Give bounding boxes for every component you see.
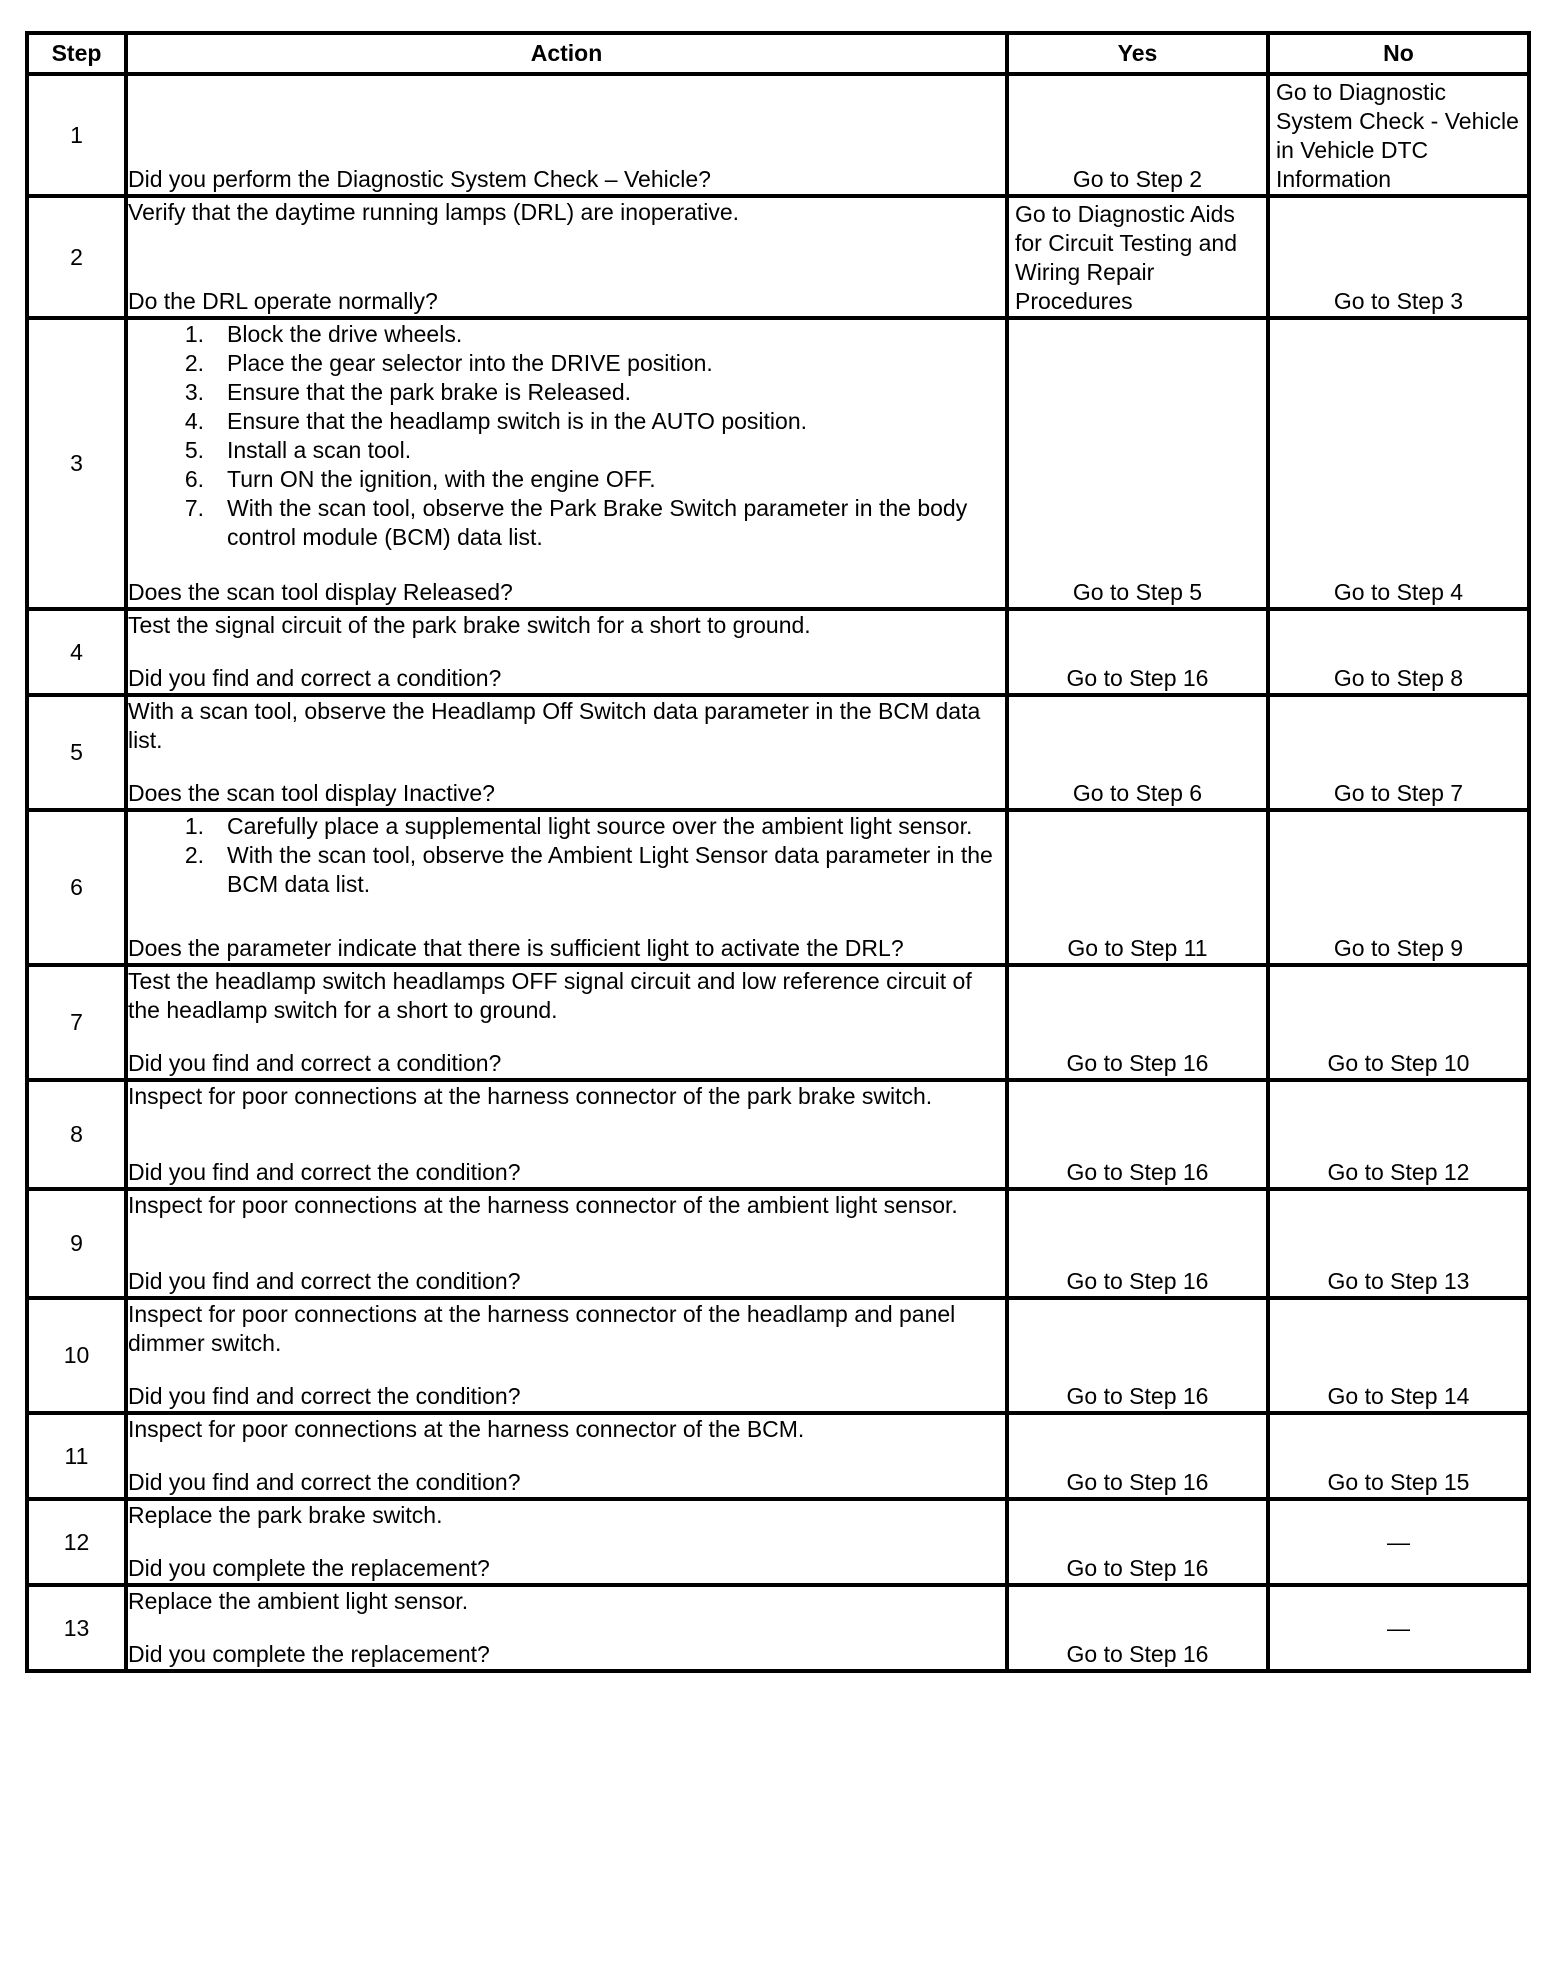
action-cell (126, 1585, 1007, 1671)
action-content (128, 1300, 1005, 1411)
yes-result: Go to Step 5 (1007, 318, 1268, 609)
procedure-step-number: 2. (184, 350, 204, 376)
action-text: Inspect for poor connections at the harness connector of the park brake switch. (128, 1083, 933, 1109)
no-result: Go to Step 13 (1268, 1189, 1529, 1298)
action-question: Did you perform the Diagnostic System Check – Vehicle? (128, 166, 711, 192)
action-text: Test the signal circuit of the park brake switch for a short to ground. (128, 612, 811, 638)
action-question: Did you find and correct the condition? (128, 1469, 521, 1495)
header-row (27, 33, 1529, 74)
table-row (27, 965, 1529, 1080)
table-row (27, 810, 1529, 965)
action-content (128, 198, 1005, 316)
table-row (27, 1080, 1529, 1189)
procedure-list (128, 812, 1005, 899)
action-content (128, 320, 1005, 607)
action-question: Did you complete the replacement? (128, 1555, 490, 1581)
action-question: Did you find and correct a condition? (128, 665, 502, 691)
action-body (128, 1082, 1005, 1111)
action-cell (126, 74, 1007, 196)
procedure-step (174, 407, 1005, 436)
no-result: — (1268, 1499, 1529, 1585)
no-result: Go to Diagnostic System Check - Vehicle in Vehicle DTC Information (1268, 74, 1529, 196)
action-question: Did you find and correct the condition? (128, 1159, 521, 1185)
action-question: Does the scan tool display Inactive? (128, 780, 495, 806)
action-text: Test the headlamp switch headlamps OFF signal circuit and low reference circuit of the headlamp switch for a short to ground. (128, 968, 972, 1023)
yes-result: Go to Step 16 (1007, 609, 1268, 695)
no-result: Go to Step 7 (1268, 695, 1529, 810)
header-yes: Yes (1007, 33, 1268, 74)
procedure-step-number: 2. (184, 842, 204, 868)
procedure-step-text: Turn ON the ignition, with the engine OFF. (227, 466, 656, 492)
yes-result: Go to Step 16 (1007, 1499, 1268, 1585)
no-result: Go to Step 3 (1268, 196, 1529, 318)
procedure-step (174, 494, 1005, 552)
action-text: Inspect for poor connections at the harness connector of the BCM. (128, 1416, 805, 1442)
procedure-step (174, 436, 1005, 465)
procedure-step-text: Ensure that the headlamp switch is in the AUTO position. (227, 408, 807, 434)
table-row (27, 1413, 1529, 1499)
procedure-step-number: 4. (184, 408, 204, 434)
action-question: Did you complete the replacement? (128, 1641, 490, 1667)
action-cell (126, 695, 1007, 810)
action-body (128, 1415, 1005, 1444)
procedure-step-text: Ensure that the park brake is Released. (227, 379, 632, 405)
action-cell (126, 1298, 1007, 1413)
step-number: 4 (27, 609, 126, 695)
step-number: 2 (27, 196, 126, 318)
no-result: — (1268, 1585, 1529, 1671)
step-number: 13 (27, 1585, 126, 1671)
procedure-step-number: 3. (184, 379, 204, 405)
no-result: Go to Step 10 (1268, 965, 1529, 1080)
action-question: Do the DRL operate normally? (128, 288, 438, 314)
table-row (27, 74, 1529, 196)
action-question: Did you find and correct the condition? (128, 1268, 521, 1294)
procedure-list (128, 320, 1005, 552)
action-body (128, 611, 1005, 640)
action-text: Inspect for poor connections at the harness connector of the headlamp and panel dimmer switch. (128, 1301, 956, 1356)
action-body (128, 1587, 1005, 1616)
step-number: 12 (27, 1499, 126, 1585)
procedure-step-number: 5. (184, 437, 204, 463)
table-row (27, 1499, 1529, 1585)
action-cell (126, 965, 1007, 1080)
action-body (128, 320, 1005, 552)
procedure-step-number: 6. (184, 466, 204, 492)
yes-result: Go to Step 16 (1007, 1189, 1268, 1298)
action-cell (126, 1499, 1007, 1585)
step-number: 8 (27, 1080, 126, 1189)
procedure-step (174, 320, 1005, 349)
yes-result: Go to Step 16 (1007, 1298, 1268, 1413)
procedure-step (174, 378, 1005, 407)
action-text: With a scan tool, observe the Headlamp Off Switch data parameter in the BCM data list. (128, 698, 981, 753)
action-body (128, 1300, 1005, 1358)
yes-result: Go to Step 6 (1007, 695, 1268, 810)
action-content (128, 697, 1005, 808)
step-number: 7 (27, 965, 126, 1080)
diagnostic-table-container (25, 31, 1531, 1673)
no-result: Go to Step 9 (1268, 810, 1529, 965)
action-text: Verify that the daytime running lamps (DRL) are inoperative. (128, 199, 740, 225)
procedure-step-number: 7. (184, 495, 204, 521)
action-question: Does the scan tool display Released? (128, 579, 513, 605)
action-cell (126, 609, 1007, 695)
procedure-step-text: Place the gear selector into the DRIVE position. (227, 350, 713, 376)
step-number: 11 (27, 1413, 126, 1499)
action-content (128, 1191, 1005, 1296)
action-content (128, 611, 1005, 693)
action-cell (126, 1413, 1007, 1499)
action-cell (126, 810, 1007, 965)
action-body (128, 1191, 1005, 1220)
action-content (128, 1082, 1005, 1187)
action-cell (126, 318, 1007, 609)
yes-result: Go to Step 16 (1007, 1080, 1268, 1189)
procedure-step (174, 841, 1005, 899)
table-row (27, 1189, 1529, 1298)
action-content (128, 967, 1005, 1078)
step-number: 1 (27, 74, 126, 196)
action-content (128, 1587, 1005, 1669)
action-body (128, 198, 1005, 227)
action-cell (126, 1080, 1007, 1189)
procedure-step-text: With the scan tool, observe the Ambient Light Sensor data parameter in the BCM data list. (227, 842, 993, 897)
action-cell (126, 1189, 1007, 1298)
procedure-step (174, 349, 1005, 378)
action-text: Replace the park brake switch. (128, 1502, 443, 1528)
action-content (128, 1415, 1005, 1497)
action-content (128, 76, 1005, 194)
table-row (27, 1298, 1529, 1413)
action-body (128, 812, 1005, 899)
procedure-step-text: Install a scan tool. (227, 437, 412, 463)
step-number: 5 (27, 695, 126, 810)
step-number: 10 (27, 1298, 126, 1413)
action-text: Inspect for poor connections at the harness connector of the ambient light sensor. (128, 1192, 958, 1218)
procedure-step (174, 812, 1005, 841)
no-result: Go to Step 4 (1268, 318, 1529, 609)
action-question: Did you find and correct the condition? (128, 1383, 521, 1409)
action-content (128, 1501, 1005, 1583)
action-text: Replace the ambient light sensor. (128, 1588, 469, 1614)
table-row (27, 318, 1529, 609)
procedure-step-number: 1. (184, 321, 204, 347)
action-question: Did you find and correct a condition? (128, 1050, 502, 1076)
no-result: Go to Step 14 (1268, 1298, 1529, 1413)
table-row (27, 1585, 1529, 1671)
yes-result: Go to Step 16 (1007, 1585, 1268, 1671)
no-result: Go to Step 15 (1268, 1413, 1529, 1499)
yes-result: Go to Step 16 (1007, 965, 1268, 1080)
header-step: Step (27, 33, 126, 74)
step-number: 9 (27, 1189, 126, 1298)
procedure-step-text: Carefully place a supplemental light source over the ambient light sensor. (227, 813, 973, 839)
table-row (27, 695, 1529, 810)
table-row (27, 196, 1529, 318)
action-body (128, 967, 1005, 1025)
table-row (27, 609, 1529, 695)
yes-result: Go to Step 11 (1007, 810, 1268, 965)
procedure-step (174, 465, 1005, 494)
procedure-step-text: With the scan tool, observe the Park Brake Switch parameter in the body control module (BCM) data list. (227, 495, 968, 550)
step-number: 3 (27, 318, 126, 609)
header-action: Action (126, 33, 1007, 74)
procedure-step-number: 1. (184, 813, 204, 839)
action-question: Does the parameter indicate that there is sufficient light to activate the DRL? (128, 935, 904, 961)
step-number: 6 (27, 810, 126, 965)
yes-result: Go to Step 2 (1007, 74, 1268, 196)
no-result: Go to Step 8 (1268, 609, 1529, 695)
action-cell (126, 196, 1007, 318)
no-result: Go to Step 12 (1268, 1080, 1529, 1189)
table-body (27, 74, 1529, 1671)
action-body (128, 697, 1005, 755)
action-content (128, 812, 1005, 963)
procedure-step-text: Block the drive wheels. (227, 321, 463, 347)
yes-result: Go to Diagnostic Aids for Circuit Testing and Wiring Repair Procedures (1007, 196, 1268, 318)
yes-result: Go to Step 16 (1007, 1413, 1268, 1499)
action-body (128, 1501, 1005, 1530)
header-no: No (1268, 33, 1529, 74)
diagnostic-table (25, 31, 1531, 1673)
